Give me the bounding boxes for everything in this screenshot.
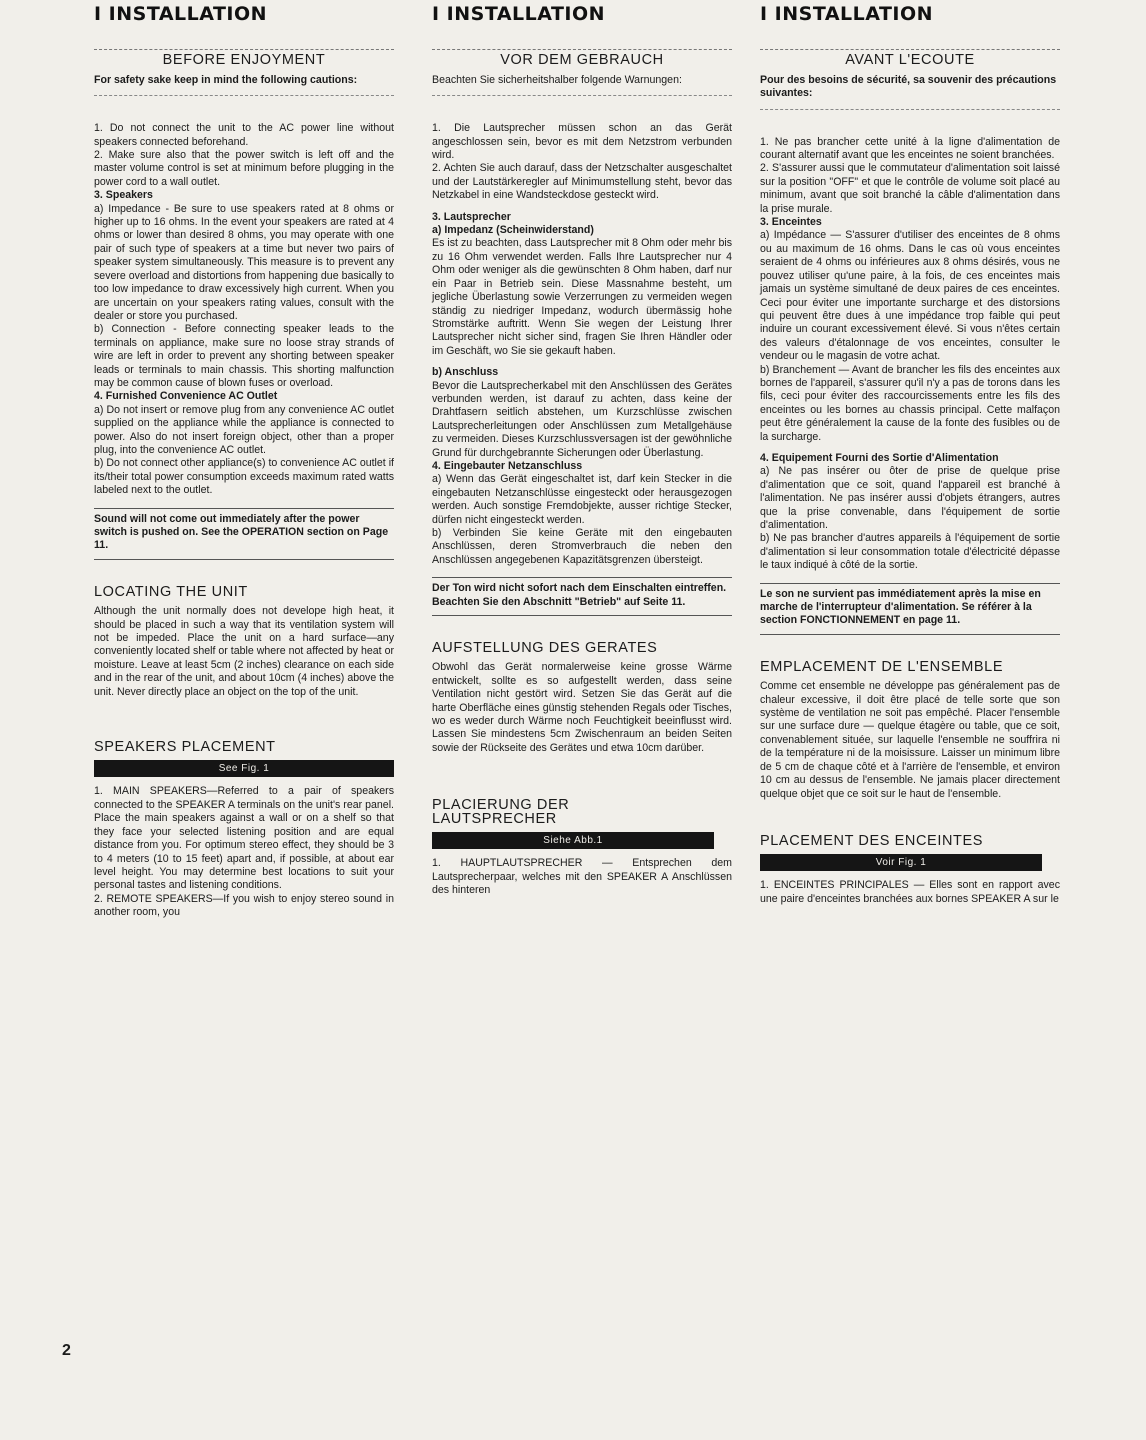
- caution-item: a) Impédance — S'assurer d'utiliser des enceintes de 8 ohms ou au maximum de 16 ohms. Dans le cas où vous enceintes seraient de 4 ohms ou inférieures aux 8 ohms désirés, vous ne pouvez utiliser qu'une paire, à la fois, de ces enceintes mais jamais un système simultané de deux paires de ces enceintes. Ceci pour éviter une importante surcharge et des distorsions qui peuvent être dues à une impédance trop faible qui peut induire un courant excessivement élevé. Si vous n'êtes certain des valeurs d'étalonnage de vos enceintes, consulter le vendeur ou le magasin de votre achat.: [760, 229, 1060, 363]
- caution-item: 3. Speakers: [94, 189, 153, 202]
- divider: [432, 95, 732, 96]
- caution-item: 3. Enceintes: [760, 216, 822, 229]
- column-heading: I INSTALLATION: [432, 3, 606, 25]
- section-title: LOCATING THE UNIT: [94, 583, 248, 600]
- caution-item: 4. Equipement Fourni des Sortie d'Alimentation: [760, 451, 999, 464]
- caution-item: 1. Ne pas brancher cette unité à la ligne d'alimentation de courant alternatif avant que les enceintes ne soient branchées.: [760, 135, 1060, 162]
- body-text: 2. REMOTE SPEAKERS—If you wish to enjoy stereo sound in another room, you: [94, 892, 394, 919]
- caution-item: a) Wenn das Gerät eingeschaltet ist, darf kein Stecker in die eingebauten Netzanschlüsse eingesteckt oder herausgezogen werden. Auch sonstige Fremdobjekte, ausser richtige Stecker, dürfen nicht eingesteckt werden.: [432, 473, 732, 526]
- note-box: Der Ton wird nicht sofort nach dem Einschalten eintreffen. Beachten Sie den Abschnitt "Betrieb" auf Seite 11.: [432, 577, 732, 616]
- caution-item: a) Ne pas insérer ou ôter de prise de quelque prise d'alimentation que ce soit, quand l'appareil est branché à l'alimentation. Ne pas insérer aussi d'objets étrangers, autres que la prise convenable, dans l'équipement de sortie d'alimentation.: [760, 465, 1060, 531]
- section-title: PLACIERUNG DER LAUTSPRECHER: [432, 797, 570, 827]
- caution-item: 4. Eingebauter Netzanschluss: [432, 459, 583, 472]
- body-text: 1. ENCEINTES PRINCIPALES — Elles sont en rapport avec une paire d'enceintes branchées aux bornes SPEAKER A sur le: [760, 879, 1060, 905]
- intro-text: Pour des besoins de sécurité, sa souvenir des précautions suivantes:: [760, 73, 1057, 100]
- caution-item: b) Anschluss: [432, 366, 499, 379]
- section-title: EMPLACEMENT DE L'ENSEMBLE: [760, 658, 1004, 675]
- section-title: VOR DEM GEBRAUCH: [432, 49, 732, 67]
- caution-item: 4. Furnished Convenience AC Outlet: [94, 390, 278, 403]
- caution-item: b) Do not connect other appliance(s) to convenience AC outlet if its/their total power consumption exceeds maximum rated watts labeled next to the outlet.: [94, 457, 394, 497]
- caution-item: b) Verbinden Sie keine Geräte mit den eingebauten Anschlüssen, deren Stromverbrauch die neben den Anschlüssen angegebenen Kapazitätsgrenzen übersteigt.: [432, 527, 732, 566]
- note-box: Sound will not come out immediately after the power switch is pushed on. See the OPERATION section on Page 11.: [94, 508, 394, 560]
- figure-reference-bar: Voir Fig. 1: [760, 854, 1042, 871]
- intro-text: Beachten Sie sicherheitshalber folgende Warnungen:: [432, 73, 682, 86]
- section-title: SPEAKERS PLACEMENT: [94, 739, 276, 756]
- french-column: [760, 3, 1060, 906]
- caution-item: a) Impedance - Be sure to use speakers rated at 8 ohms or higher up to 16 ohms. In the event your speakers are rated at 4 ohms or lower than desired 8 ohms, you may operate with one pair of such type of speakers at a time but never two pairs of speaker system simultaneously. This measure is to prevent any severe overload and distortions from happening due basically to too low impedance to draw excessively high current. When you are uncertain on your speakers rating values, consult with the dealer or store you purchased.: [94, 202, 394, 322]
- caution-item: b) Connection - Before connecting speaker leads to the terminals on appliance, make sure no loose stray strands of wire are left in order to prevent any shorting between speaker leads or terminals to main chassis. This shorting malfunction may be common cause of blown fuses or overload.: [94, 323, 394, 389]
- caution-item: Es ist zu beachten, dass Lautsprecher mit 8 Ohm oder mehr bis zu 16 Ohm verwendet werden. Falls Ihre Lautsprecher nur 4 Ohm oder weniger als die gewünschten 8 Ohm haben, darf nur ein Paar in Betrieb sein. Diese Massnahme besteht, um jegliche Überlastung sowie Verzerrungen zu vermeiden wegen ständig zu niedriger Impedanz, wodurch übermässig hohe Stromstärke auftritt. Wenn Sie wegen der Leistung Ihrer Lautsprecher nicht sicher sind, fragen Sie Ihren Händler oder im Geschäft, wo Sie sie gekauft haben.: [432, 237, 732, 357]
- section-title: BEFORE ENJOYMENT: [94, 49, 394, 67]
- intro-text: For safety sake keep in mind the following cautions:: [94, 73, 358, 86]
- caution-item: 2. S'assurer aussi que le commutateur d'alimentation soit laissé sur la position "OFF" et que le contrôle de volume soit placé au minimum, avant que soit branché la câble d'alimentation dans la prise murale.: [760, 162, 1060, 215]
- body-text: Although the unit normally does not develope high heat, it should be placed in such a way that its ventilation system will not be impeded. Place the unit on a hard surface—any conveniently located shelf or table where not affected by heat or moisture. Leave at least 5cm (2 inches) clearance on each side and in the rear of the unit, and about 10cm (4 inches) above the unit. Never directly place an object on the top of the unit.: [94, 605, 394, 698]
- caution-item: a) Impedanz (Scheinwiderstand): [432, 224, 594, 237]
- section-title: AVANT L'ECOUTE: [760, 49, 1060, 67]
- caution-item: 1. Do not connect the unit to the AC power line without speakers connected beforehand.: [94, 122, 394, 148]
- body-text: 1. HAUPTLAUTSPRECHER — Entsprechen dem Lautsprecherpaar, welches mit den SPEAKER A Anschlüssen des hinteren: [432, 857, 732, 896]
- caution-item: 1. Die Lautsprecher müssen schon an das Gerät angeschlossen sein, bevor es mit dem Netzstrom verbunden wird.: [432, 122, 732, 162]
- caution-item: b) Branchement — Avant de brancher les fils des enceintes aux bornes de l'appareil, s'assurer qu'il n'y a pas de torons dans les fils, ceci pour éviter des raccourcissements entre les fils des enceintes ou les bornes au chassis principal. Cette malfaçon peut être généralement la cause de la fonte des fusibles ou de la surcharge.: [760, 363, 1060, 443]
- caution-item: 2. Make sure also that the power switch is left off and the master volume control is set at minimum before plugging in the power cord to a wall outlet.: [94, 149, 394, 188]
- caution-item: 3. Lautsprecher: [432, 210, 511, 223]
- english-column: [94, 3, 394, 920]
- body-text: Obwohl das Gerät normalerweise keine grosse Wärme entwickelt, sollte es so aufgestellt werden, dass seine Ventilation nicht gestört wird. Setzen Sie das Gerät auf die harte Oberfläche eines günstig stehenden Regals oder Tisches, wo es weder durch Wärme noch Feuchtigkeit beeinflusst wird. Lassen Sie mindestens 5cm Zwischenraum an beiden Seiten sowie der Rückseite des Gerätes und etwa 10cm darüber.: [432, 661, 732, 754]
- figure-reference-bar: See Fig. 1: [94, 760, 394, 777]
- note-box: Le son ne survient pas immédiatement après la mise en marche de l'interrupteur d'alimentation. Se référer à la section FONCTIONNEMENT en page 11.: [760, 583, 1060, 635]
- german-column: [432, 3, 732, 897]
- body-text: 1. MAIN SPEAKERS—Referred to a pair of speakers connected to the SPEAKER A terminals on the unit's rear panel. Place the main speakers against a wall or on a shelf so that they face your selected listening position and are equal distance from you. For optimum stereo effect, they should be 3 to 4 meters (10 to 15 feet) apart and, if possible, at about ear level height. You may determine best locations to suit your personal tastes and listening conditions.: [94, 785, 394, 892]
- caution-item: 2. Achten Sie auch darauf, dass der Netzschalter ausgeschaltet und der Lautstärkeregler auf Minimumstellung steht, bevor das Netzkabel in eine Wandsteckdose gesteckt wird.: [432, 162, 732, 202]
- section-title: PLACEMENT DES ENCEINTES: [760, 832, 984, 849]
- column-heading: I INSTALLATION: [94, 3, 268, 25]
- divider: [760, 109, 1060, 110]
- caution-item: b) Ne pas brancher d'autres appareils à l'équipement de sortie d'alimentation si leur consommation totale d'électricité dépasse le taux indiqué à côté de la sortie.: [760, 532, 1060, 572]
- section-title: AUFSTELLUNG DES GERATES: [432, 640, 658, 657]
- caution-item: a) Do not insert or remove plug from any convenience AC outlet supplied on the appliance while the appliance is connected to power. Also do not insert foreign object, other than a proper plug, into the convenience AC outlet.: [94, 403, 394, 456]
- body-text: Comme cet ensemble ne développe pas généralement pas de chaleur excessive, il doit être placé de telle sorte que son système de ventilation ne soit pas empêché. Placer l'ensemble sur une surface dure — quelque étagère ou table, que ce soit, convenablement située, sur laquelle l'ensemble ne souffrira ni de la température ni de la moisissure. Laisser un minimum libre de 5 cm de chaque côté et à l'arrière de l'ensemble, et environ 10 cm au dessus de l'ensemble. Ne jamais placer directement quelque objet que ce soit sur le haut de l'ensemble.: [760, 680, 1060, 800]
- divider: [94, 95, 394, 96]
- figure-reference-bar: Siehe Abb.1: [432, 832, 714, 849]
- page-number: 2: [62, 1342, 71, 1359]
- caution-item: Bevor die Lautsprecherkabel mit den Anschlüssen des Gerätes verbunden werden, ist darauf zu achten, dass keine der Drahtfasern seitlich abstehen, um Kurzschlüsse zwischen Lautsprecherleitungen oder Anschlüssen zum Metallgehäuse zu vermeiden. Dieses Kurzschlussversagen ist der gewöhnliche Grund für durchgebrannte Sicherungen oder Überlastung.: [432, 379, 732, 459]
- column-heading: I INSTALLATION: [760, 3, 934, 25]
